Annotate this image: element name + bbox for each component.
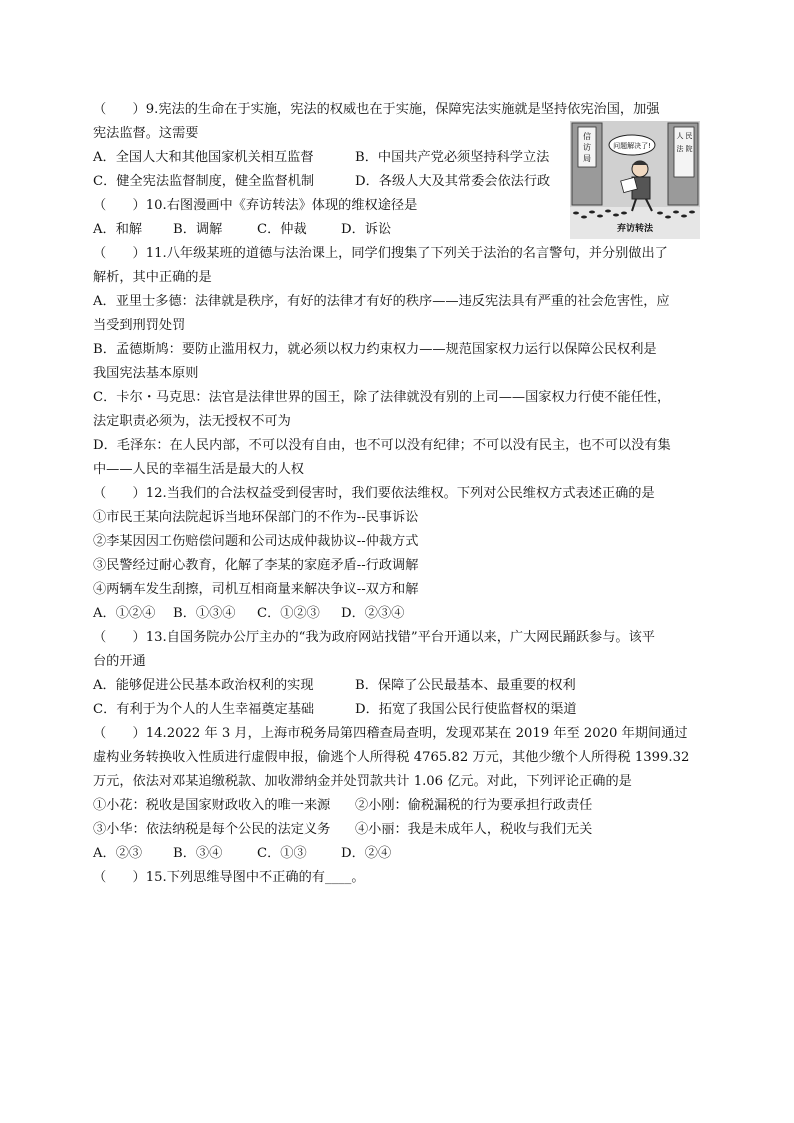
statement-3: ③小华：依法纳税是每个公民的法定义务 xyxy=(93,822,331,837)
question-12-options xyxy=(93,602,709,626)
question-14-options xyxy=(93,842,709,866)
question-14-stem: （ ）14.2022 年 3 月，上海市税务局第四稽查局查明，发现邓某在 2019 年至 2020 年期间通过 xyxy=(93,726,688,741)
option-d: D．②③④ xyxy=(341,606,405,621)
option-d: D．②④ xyxy=(341,846,392,861)
question-12 xyxy=(93,482,709,626)
option-c: C．卡尔・马克思：法官是法律世界的国王，除了法律就没有别的上司——国家权力行使不能任性， xyxy=(93,390,671,405)
question-14: （ ）14.2022 年 3 月，上海市税务局第四稽查局查明，发现邓某在 2019 年至 2020 年期间通过 虚构业务转换收入性质进行虚假申报，偷逃个人所得税 4765.82 万元，其他少缴个人所得税 1399.32 万元，依法对邓某追缴税款、加收滞纳金并处罚款共计 1.06 亿元。对此，下列评论正确的是 ①小花：税收是国家财政收入的唯一来源 ②小刚：偷税漏税的行为要承担行政责任 ③小华：依法纳税是每个公民的法定义务 ④小丽：我是未成年人，税收与我们无关 A．②③ B．③④ C．①③ D．②④ xyxy=(93,722,709,866)
option-a: A．全国人大和其他国家机关相互监督 xyxy=(93,150,314,165)
option-b: B．③④ xyxy=(173,846,223,861)
option-a: A．亚里士多德：法律就是秩序，有好的法律才有好的秩序——违反宪法具有严重的社会危害性，应 xyxy=(93,294,670,309)
option-c: C．健全宪法监督制度，健全监督机制 xyxy=(93,174,315,189)
option-d: D．毛泽东：在人民内部，不可以没有自由，也不可以没有纪律；不可以没有民主，也不可以没有集 xyxy=(93,438,671,453)
option-b: B．调解 xyxy=(173,222,223,237)
question-9: （ ）9.宪法的生命在于实施，宪法的权威也在于实施，保障宪法实施就是坚持依宪治国，加强 宪法监督。这需要 A．全国人大和其他国家机关相互监督 B．中国共产党必须坚持科学立法 C．健全宪法监督制度，健全监督机制 D．各级人大及其常委会依法行政 xyxy=(93,98,709,194)
option-a: A．①②④ xyxy=(93,606,156,621)
question-13: （ ）13.自国务院办公厅主办的“我为政府网站找错”平台开通以来，广大网民踊跃参与。该平 台的开通 A．能够促进公民基本政治权利的实现 B．保障了公民最基本、最重要的权利 C．有利于为个人的人生幸福奠定基础 D．拓宽了我国公民行使监督权的渠道 xyxy=(93,626,709,722)
question-13-stem: （ ）13.自国务院办公厅主办的“我为政府网站找错”平台开通以来，广大网民踊跃参与。该平 xyxy=(93,630,655,645)
cartoon-caption: 弃访转法 xyxy=(616,224,653,234)
question-11: （ ）11.八年级某班的道德与法治课上，同学们搜集了下列关于法治的名言警句，并分别做出了 解析，其中正确的是 A．亚里士多德：法律就是秩序，有好的法律才有好的秩序——违反宪法具有严重的社会危害性，应 当受到刑罚处罚 B．孟德斯鸠：要防止滥用权力，就必须以权力约束权力——规范国家权力运行以保障公民权利是 我国宪法基本原则 C．卡尔・马克思：法官是法律世界的国王，除了法律就没有别的上司——国家权力行使不能任性， 法定职责必须为，法无授权不可为 D．毛泽东：在人民内部，不可以没有自由，也不可以没有纪律；不可以没有民主，也不可以没有集 中——人民的幸福生活是最大的人权 xyxy=(93,242,709,482)
option-a: A．能够促进公民基本政治权利的实现 xyxy=(93,678,314,693)
left-sign-text: 信 xyxy=(583,132,591,141)
question-10-options xyxy=(93,218,709,242)
question-page xyxy=(93,98,709,890)
option-b: B．保障了公民最基本、最重要的权利 xyxy=(355,678,576,693)
option-c: C．①②③ xyxy=(257,606,320,621)
statement-1: ①小花：税收是国家财政收入的唯一来源 xyxy=(93,798,331,813)
option-c: C．仲裁 xyxy=(257,222,307,237)
statements-row-2 xyxy=(93,818,709,842)
question-9-stem: （ ）9.宪法的生命在于实施，宪法的权威也在于实施，保障宪法实施就是坚持依宪治国，加强 xyxy=(93,102,660,117)
statement-3: ③民警经过耐心教育，化解了李某的家庭矛盾--行政调解 xyxy=(93,558,419,573)
statement-4: ④小丽：我是未成年人，税收与我们无关 xyxy=(355,822,593,837)
statement-2: ②小刚：偷税漏税的行为要承担行政责任 xyxy=(355,798,593,813)
option-b: B．中国共产党必须坚持科学立法 xyxy=(355,150,550,165)
option-b: B．①③④ xyxy=(173,606,236,621)
question-10-stem: （ ）10.右图漫画中《弃访转法》体现的维权途径是 xyxy=(93,198,418,213)
svg-text:院: 院 xyxy=(685,145,693,153)
statements-row-1 xyxy=(93,794,709,818)
option-a: A．和解 xyxy=(93,222,143,237)
option-c: C．有利于为个人的人生幸福奠定基础 xyxy=(93,702,315,717)
option-c: C．①③ xyxy=(257,846,307,861)
option-d: D．各级人大及其常委会依法行政 xyxy=(355,174,551,189)
statement-4: ④两辆车发生刮擦，司机互相商量来解决争议--双方和解 xyxy=(93,582,419,597)
svg-text:局: 局 xyxy=(583,154,591,163)
option-d: D．拓宽了我国公民行使监督权的渠道 xyxy=(355,702,577,717)
svg-text:访: 访 xyxy=(583,143,591,152)
question-13-options-row-1 xyxy=(93,674,709,698)
statement-2: ②李某因因工伤赔偿问题和公司达成仲裁协议--仲裁方式 xyxy=(93,534,419,549)
option-d: D．诉讼 xyxy=(341,222,392,237)
question-12-stem: （ ）12.当我们的合法权益受到侵害时，我们要依法维权。下列对公民维权方式表述正确的是 xyxy=(93,486,655,501)
question-15-stem: （ ）15.下列思维导图中不正确的有____。 xyxy=(93,870,365,885)
question-9-options-row-1 xyxy=(93,146,709,170)
svg-text:民: 民 xyxy=(685,132,693,140)
question-9-options-row-2 xyxy=(93,170,709,194)
question-10 xyxy=(93,194,709,242)
option-a: A．②③ xyxy=(93,846,143,861)
svg-text:人: 人 xyxy=(676,132,684,140)
svg-text:问题解决了!: 问题解决了! xyxy=(613,142,651,150)
question-11-stem: （ ）11.八年级某班的道德与法治课上，同学们搜集了下列关于法治的名言警句，并分别做出了 xyxy=(93,246,668,261)
statement-1: ①市民王某向法院起诉当地环保部门的不作为--民事诉讼 xyxy=(93,510,419,525)
question-13-options-row-2 xyxy=(93,698,709,722)
option-b: B．孟德斯鸠：要防止滥用权力，就必须以权力约束权力——规范国家权力运行以保障公民权利是 xyxy=(93,342,657,357)
svg-text:法: 法 xyxy=(676,145,684,153)
question-15 xyxy=(93,866,709,890)
